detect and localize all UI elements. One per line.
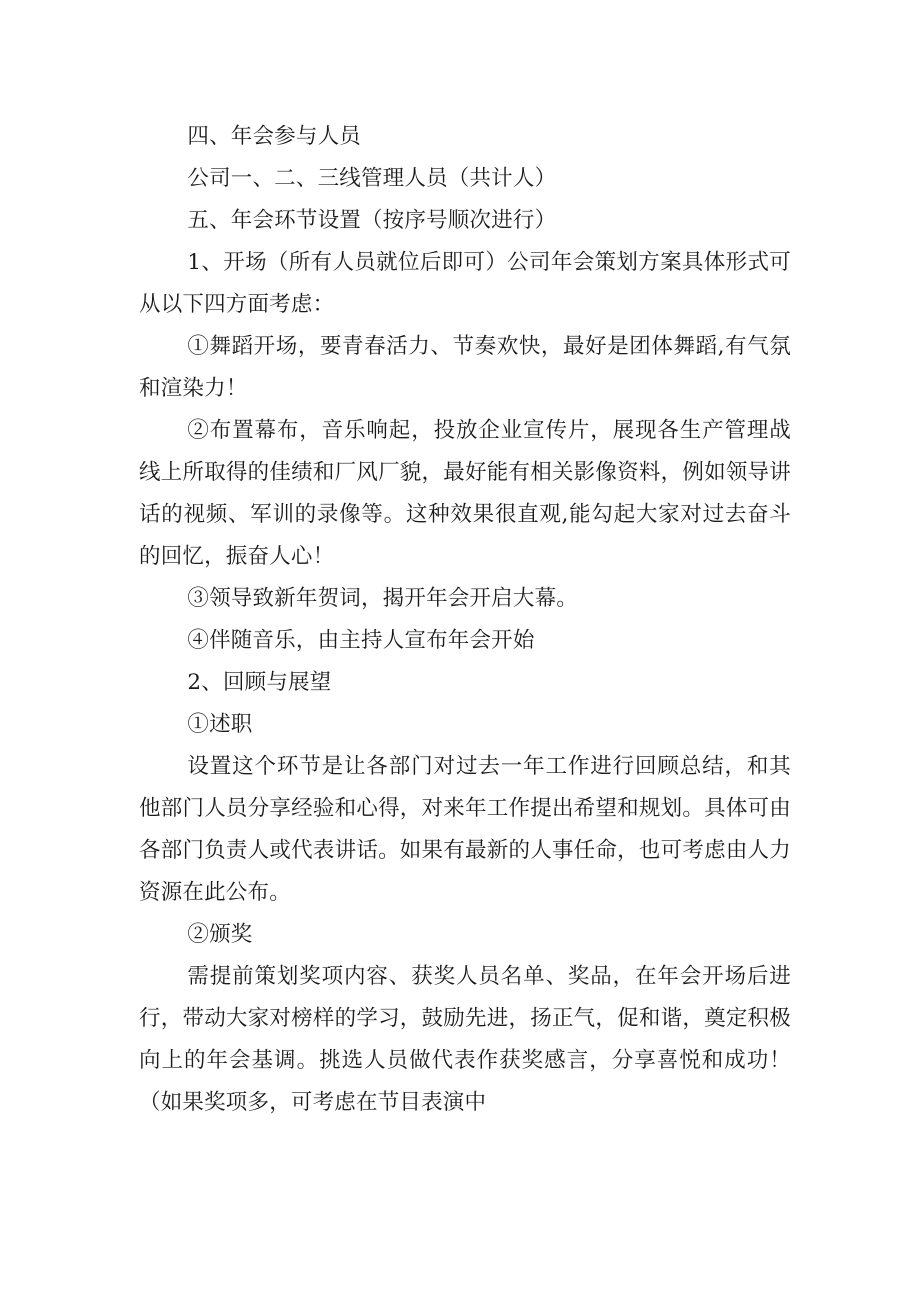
- subheading-report: ①述职: [187, 712, 253, 737]
- paragraph-participants: 公司一、二、三线管理人员（共计人）: [187, 166, 557, 191]
- paragraph-opening: 1、开场（所有人员就位后即可）公司年会策划方案具体形式可从以下四方面考虑：: [139, 250, 791, 317]
- list-item-host: ④伴随音乐，由主持人宣布年会开始: [187, 628, 535, 653]
- list-item-speech: ③领导致新年贺词，揭开年会开启大幕。: [187, 586, 578, 611]
- paragraph-awards: 需提前策划奖项内容、获奖人员名单、奖品，在年会开场后进行，带动大家对榜样的学习，鼓励先进，扬正气，促和谐，奠定积极向上的年会基调。挑选人员做代表作获奖感言，分享喜悦和成功！（如果奖项多，可考虑在节目表演中: [139, 964, 791, 1115]
- document-body: [139, 116, 791, 1124]
- subheading-awards: ②颁奖: [187, 922, 253, 947]
- heading-review: 2、回顾与展望: [187, 670, 332, 695]
- heading-participants: 四、年会参与人员: [187, 124, 361, 149]
- list-item-dance: ①舞蹈开场，要青春活力、节奏欢快，最好是团体舞蹈,有气氛和渲染力！: [139, 334, 791, 401]
- list-item-video: ②布置幕布，音乐响起，投放企业宣传片，展现各生产管理战线上所取得的佳绩和厂风厂貌，最好能有相关影像资料，例如领导讲话的视频、军训的录像等。这种效果很直观,能勾起大家对过去奋斗的回忆，振奋人心！: [139, 418, 791, 569]
- heading-sections: 五、年会环节设置（按序号顺次进行）: [187, 208, 557, 233]
- paragraph-report: 设置这个环节是让各部门对过去一年工作进行回顾总结，和其他部门人员分享经验和心得，对来年工作提出希望和规划。具体可由各部门负责人或代表讲话。如果有最新的人事任命，也可考虑由人力资源在此公布。: [139, 754, 791, 905]
